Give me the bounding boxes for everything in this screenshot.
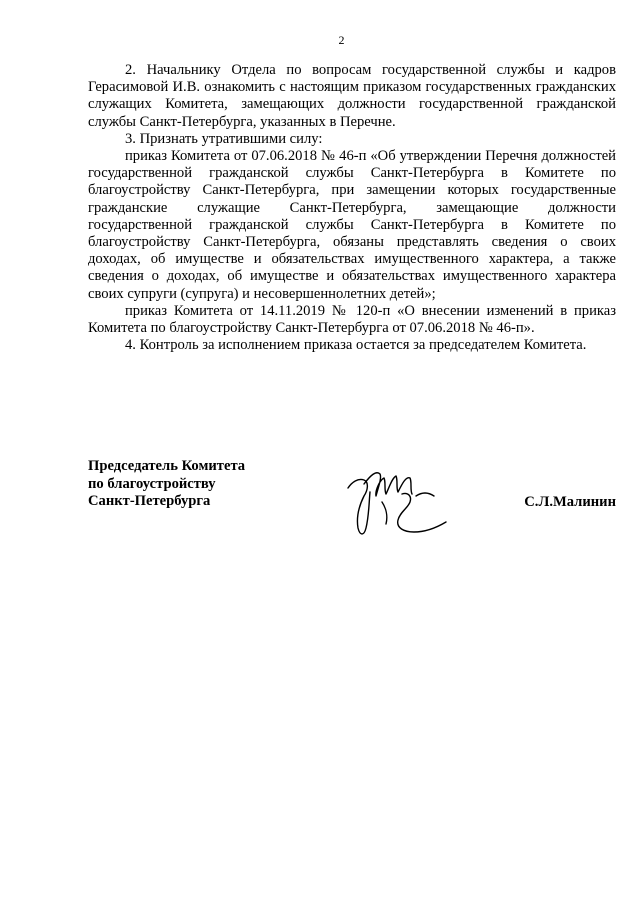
page-number: 2 xyxy=(338,33,345,47)
signature-block xyxy=(88,458,616,538)
paragraph-repealed-order-120: приказ Комитета от 14.11.2019 № 120-п «О внесении изменений в приказ Комитета по благоустройству Санкт-Петербурга от 07.06.2018 № 46-п». xyxy=(88,302,616,337)
signatory-name: С.Л.Малинин xyxy=(524,494,616,510)
paragraph-item-4: 4. Контроль за исполнением приказа остается за председателем Комитета. xyxy=(125,337,587,354)
signatory-position-line: Председатель Комитета xyxy=(88,458,246,474)
signature-icon xyxy=(342,462,452,542)
signatory-position-line: по благоустройству xyxy=(88,475,216,492)
paragraph-item-3: 3. Признать утратившими силу: xyxy=(125,130,323,147)
paragraph-repealed-order-46: приказ Комитета от 07.06.2018 № 46-п «Об утверждении Перечня должностей государственной гражданской службы Санкт-Петербурга в Комитете по благоустройству Санкт-Петербурга, при замещении которых государственные гражданские служащие Санкт-Петербурга, замещающие должности государственной гражданской службы Санкт-Петербурга в Комитете по благоустройству Санкт-Петербурга, обязаны представлять сведения о своих доходах, об имуществе и обязательствах имущественного характера, а также сведения о доходах, об имуществе и обязательствах имущественного характера своих супруги (супруга) и несовершеннолетних детей»; xyxy=(88,148,616,302)
paragraph-item-2: 2. Начальнику Отдела по вопросам государственной службы и кадров Герасимовой И.В. ознакомить с настоящим приказом государственных гражданских служащих Комитета, замещающих должности государственной гражданской службы Санкт-Петербурга, указанных в Перечне. xyxy=(88,62,616,130)
signatory-position xyxy=(88,458,245,511)
signatory-position-line: Санкт-Петербурга xyxy=(88,493,211,509)
document-body xyxy=(88,62,616,354)
